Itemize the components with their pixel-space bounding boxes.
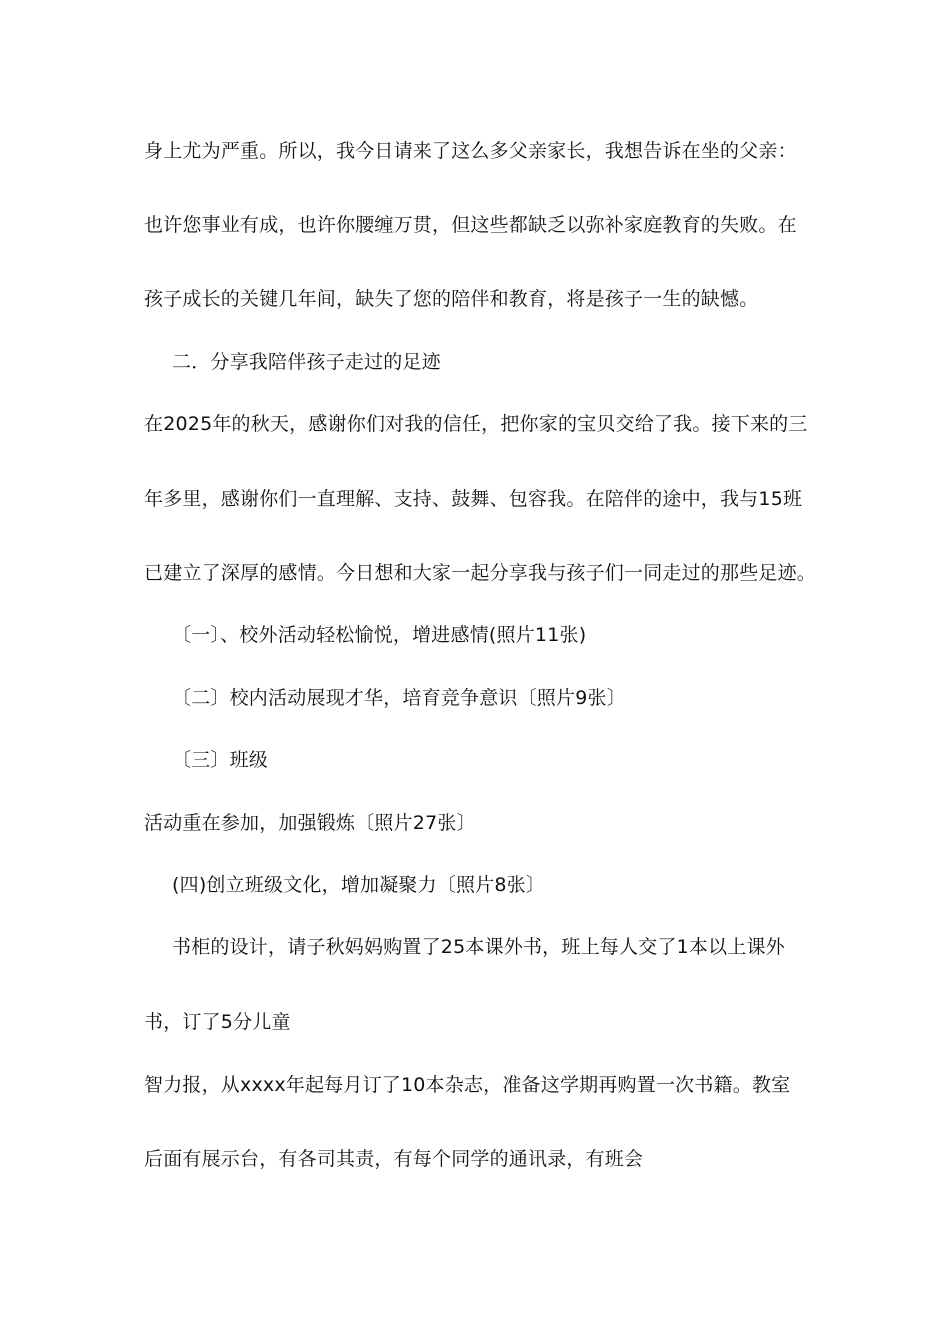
paragraph-line: 智力报，从xxxx年起每月订了10本杂志，准备这学期再购置一次书籍。教室 — [144, 1074, 791, 1096]
paragraph-line: 年多里，感谢你们一直理解、支持、鼓舞、包容我。在陪伴的途中，我与15班 — [144, 488, 803, 510]
list-item: 〔二〕校内活动展现才华，培育竞争意识〔照片9张〕 — [172, 687, 626, 709]
paragraph-line: 书，订了5分儿童 — [144, 1011, 291, 1033]
section-heading: 二．分享我陪伴孩子走过的足迹 — [172, 351, 441, 373]
paragraph-line: 后面有展示台，有各司其责，有每个同学的通讯录，有班会 — [144, 1148, 644, 1170]
paragraph-line: 也许您事业有成，也许你腰缠万贯，但这些都缺乏以弥补家庭教育的失败。在 — [144, 214, 797, 236]
list-item: 〔一〕、校外活动轻松愉悦，增进感情(照片11张) — [172, 624, 587, 646]
paragraph-line: 孩子成长的关键几年间，缺失了您的陪伴和教育，将是孩子一生的缺憾。 — [144, 288, 759, 310]
list-item: (四)创立班级文化，增加凝聚力〔照片8张〕 — [172, 874, 546, 896]
paragraph-line: 身上尤为严重。所以，我今日请来了这么多父亲家长，我想告诉在坐的父亲： — [144, 140, 797, 162]
paragraph-line: 活动重在参加，加强锻炼〔照片27张〕 — [144, 812, 476, 834]
paragraph-line: 在2025年的秋天，感谢你们对我的信任，把你家的宝贝交给了我。接下来的三 — [144, 413, 808, 435]
paragraph-line: 书柜的设计，请子秋妈妈购置了25本课外书，班上每人交了1本以上课外 — [172, 936, 785, 958]
list-item: 〔三〕班级 — [172, 749, 269, 771]
paragraph-line: 已建立了深厚的感情。今日想和大家一起分享我与孩子们一同走过的那些足迹。 — [144, 562, 817, 584]
